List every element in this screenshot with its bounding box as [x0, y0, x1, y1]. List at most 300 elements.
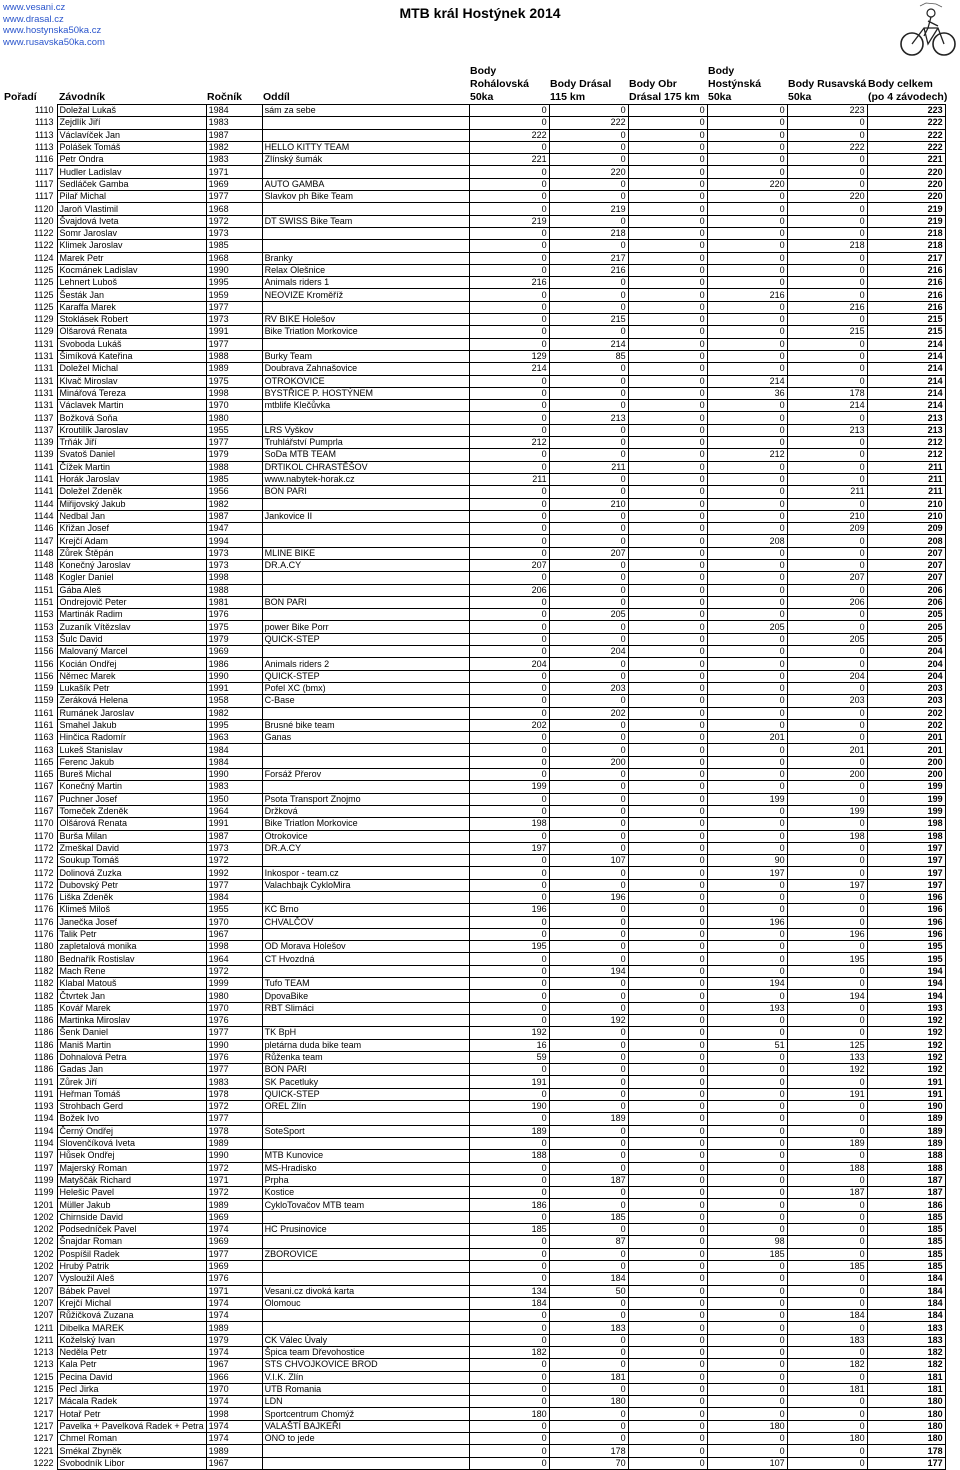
cell-year: 1990: [206, 1150, 262, 1162]
link-drasal[interactable]: www.drasal.cz: [3, 13, 64, 25]
table-row: [0, 621, 945, 633]
cell-body-rusavska: 0: [787, 1346, 867, 1358]
cell-year: 1984: [206, 105, 262, 117]
cell-name: Zeráková Helena: [57, 695, 206, 707]
cell-name: Matyščák Richard: [57, 1174, 206, 1186]
cell-year: 1973: [206, 842, 262, 854]
cell-club: Brusné bike team: [262, 719, 469, 731]
cell-year: 1989: [206, 363, 262, 375]
cell-rank: 1113: [34, 142, 54, 153]
cell-body-rohalovska: 0: [469, 1359, 549, 1371]
cell-rank: 1207: [33, 1273, 54, 1284]
cell-body-rohalovska: 16: [469, 1039, 549, 1051]
table-row: [0, 1371, 945, 1383]
cell-body-celkem: 199: [867, 793, 945, 805]
cell-body-rohalovska: 0: [469, 178, 549, 190]
cell-body-hostynska: 0: [707, 301, 787, 313]
cell-body-rohalovska: 180: [469, 1408, 549, 1420]
cell-body-obr-drasal: 0: [628, 461, 707, 473]
cell-body-obr-drasal: 0: [628, 559, 707, 571]
cell-body-hostynska: 0: [707, 1014, 787, 1026]
cell-club: [262, 117, 469, 129]
cell-body-rohalovska: 0: [469, 252, 549, 264]
cell-rank: 1186: [34, 1064, 54, 1075]
cell-body-obr-drasal: 0: [628, 264, 707, 276]
cell-club: LRS Vyškov: [262, 424, 469, 436]
cell-body-obr-drasal: 0: [628, 424, 707, 436]
cell-year: 1969: [206, 1211, 262, 1223]
cell-body-rusavska: 187: [787, 1187, 867, 1199]
cell-club: OD Morava Holešov: [262, 941, 469, 953]
cell-body-drasal: 0: [549, 129, 628, 141]
header-body-hostynska: Body Hostýnská 50ka: [708, 65, 762, 103]
cell-year: 1976: [206, 1051, 262, 1063]
cell-name: Kogler Daniel: [57, 572, 206, 584]
cell-body-celkem: 202: [867, 707, 945, 719]
cell-body-rusavska: 195: [787, 953, 867, 965]
cell-body-celkem: 181: [867, 1371, 945, 1383]
cell-year: 1990: [206, 769, 262, 781]
cell-body-rusavska: 200: [787, 769, 867, 781]
cell-body-obr-drasal: 0: [628, 646, 707, 658]
cell-club: [262, 892, 469, 904]
cell-rank: 1131: [34, 338, 54, 349]
cell-body-obr-drasal: 0: [628, 658, 707, 670]
cell-body-rohalovska: 0: [469, 105, 549, 117]
cell-body-drasal: 189: [549, 1113, 628, 1125]
table-row: [0, 1150, 945, 1162]
link-vesani[interactable]: www.vesani.cz: [3, 2, 66, 13]
cell-body-rohalovska: 0: [469, 166, 549, 178]
cell-body-rohalovska: 0: [469, 633, 549, 645]
cell-club: Olomouc: [262, 1297, 469, 1309]
cell-name: Majerský Roman: [57, 1162, 206, 1174]
table-row: [0, 314, 945, 326]
cell-club: Forsáž Přerov: [262, 769, 469, 781]
cell-club: OREL Zlín: [262, 1101, 469, 1113]
cell-body-drasal: 0: [549, 141, 628, 153]
cell-year: 1973: [206, 314, 262, 326]
cell-body-rohalovska: 197: [469, 842, 549, 854]
cell-body-obr-drasal: 0: [628, 1014, 707, 1026]
cell-body-rusavska: 0: [787, 461, 867, 473]
cell-body-drasal: 0: [549, 670, 628, 682]
cell-body-rusavska: 0: [787, 547, 867, 559]
cell-body-rohalovska: 0: [469, 412, 549, 424]
cell-year: 1964: [206, 805, 262, 817]
table-row: [0, 879, 945, 891]
table-row: [0, 166, 945, 178]
cell-year: 1989: [206, 1137, 262, 1149]
cell-body-rohalovska: 0: [469, 240, 549, 252]
cell-body-hostynska: 0: [707, 461, 787, 473]
cell-body-obr-drasal: 0: [628, 818, 707, 830]
cell-name: Ferenc Jakub: [57, 756, 206, 768]
cell-body-rusavska: 0: [787, 1211, 867, 1223]
cell-body-obr-drasal: 0: [628, 105, 707, 117]
cell-body-rusavska: 0: [787, 1027, 867, 1039]
table-row: [0, 412, 945, 424]
cell-rank: 1180: [34, 953, 54, 964]
cell-name: Janečka Josef: [57, 916, 206, 928]
cell-body-hostynska: 0: [707, 1150, 787, 1162]
cell-body-rusavska: 203: [787, 695, 867, 707]
cell-body-drasal: 180: [549, 1396, 628, 1408]
cell-body-rusavska: 210: [787, 510, 867, 522]
cell-body-celkem: 184: [867, 1285, 945, 1297]
link-rusavska[interactable]: www.rusavska50ka.com: [3, 36, 105, 48]
cell-name: Olšárová Renata: [57, 818, 206, 830]
cell-club: NEOVIZE Kroměříž: [262, 289, 469, 301]
cell-year: 1977: [206, 437, 262, 449]
cell-body-celkem: 177: [867, 1457, 945, 1469]
cell-body-celkem: 194: [867, 978, 945, 990]
table-row: [0, 215, 945, 227]
cell-body-hostynska: 0: [707, 1101, 787, 1113]
cell-body-rusavska: 180: [787, 1433, 867, 1445]
table-row: [0, 842, 945, 854]
cell-year: 1972: [206, 965, 262, 977]
table-row: [0, 141, 945, 153]
cell-body-rohalovska: 0: [469, 1088, 549, 1100]
cell-rank: 1141: [34, 486, 54, 497]
cell-body-rohalovska: 0: [469, 732, 549, 744]
table-row: [0, 1273, 945, 1285]
cell-body-rusavska: 0: [787, 314, 867, 326]
cell-year: 1971: [206, 1174, 262, 1186]
cell-body-rusavska: 214: [787, 400, 867, 412]
table-row: [0, 387, 945, 399]
cell-body-hostynska: 0: [707, 1137, 787, 1149]
table-row: [0, 1457, 945, 1469]
cell-body-rohalovska: 219: [469, 215, 549, 227]
table-row: [0, 781, 945, 793]
cell-club: [262, 646, 469, 658]
cell-body-rohalovska: 0: [469, 191, 549, 203]
cell-body-rohalovska: 196: [469, 904, 549, 916]
cell-body-hostynska: 0: [707, 523, 787, 535]
table-row: [0, 670, 945, 682]
cell-body-rusavska: 207: [787, 572, 867, 584]
cell-body-hostynska: 0: [707, 879, 787, 891]
cell-body-rusavska: 0: [787, 978, 867, 990]
cell-body-obr-drasal: 0: [628, 682, 707, 694]
cell-body-drasal: 0: [549, 928, 628, 940]
cell-name: Puchner Josef: [57, 793, 206, 805]
cell-name: Klimek Jaroslav: [57, 240, 206, 252]
cell-club: CykloTovačov MTB team: [262, 1199, 469, 1211]
cell-club: Sportcentrum Chomýž: [262, 1408, 469, 1420]
cell-rank: 1191: [34, 1076, 54, 1087]
cell-rank: 1167: [34, 781, 54, 792]
cell-body-obr-drasal: 0: [628, 904, 707, 916]
cell-rank: 1170: [34, 818, 54, 829]
cell-rank: 1116: [34, 154, 54, 165]
cell-name: Tomeček Zdeněk: [57, 805, 206, 817]
cell-name: Burša Milan: [57, 830, 206, 842]
cell-body-obr-drasal: 0: [628, 1076, 707, 1088]
cell-name: Pavelka + Pavelková Radek + Petra: [57, 1420, 206, 1432]
cell-body-drasal: 0: [549, 978, 628, 990]
cell-name: Hrubý Patrik: [57, 1260, 206, 1272]
cell-body-drasal: 0: [549, 1002, 628, 1014]
cell-year: 1989: [206, 1199, 262, 1211]
cell-body-hostynska: 0: [707, 1174, 787, 1186]
cell-year: 1975: [206, 621, 262, 633]
table-row: [0, 892, 945, 904]
cell-body-rusavska: 0: [787, 1125, 867, 1137]
cell-body-rohalovska: 0: [469, 1002, 549, 1014]
cell-club: VALAŠTÍ BAJKEŘI: [262, 1420, 469, 1432]
cell-rank: 1222: [33, 1457, 54, 1468]
cell-name: Gába Aleš: [57, 584, 206, 596]
cell-name: Karaffa Marek: [57, 301, 206, 313]
cell-body-rohalovska: 221: [469, 154, 549, 166]
cell-name: Švajdová Iveta: [57, 215, 206, 227]
cell-body-obr-drasal: 0: [628, 203, 707, 215]
cell-body-obr-drasal: 0: [628, 867, 707, 879]
table-row: [0, 1174, 945, 1186]
cell-body-drasal: 0: [549, 1064, 628, 1076]
cell-body-drasal: 185: [549, 1211, 628, 1223]
cell-body-rohalovska: 0: [469, 682, 549, 694]
cell-body-rusavska: 181: [787, 1383, 867, 1395]
cell-body-obr-drasal: 0: [628, 744, 707, 756]
cell-body-obr-drasal: 0: [628, 191, 707, 203]
cell-body-celkem: 218: [867, 227, 945, 239]
cell-rank: 1199: [34, 1187, 54, 1198]
table-row: [0, 953, 945, 965]
cell-name: Božková Soňa: [57, 412, 206, 424]
cell-body-rusavska: 0: [787, 584, 867, 596]
header-body-obr-drasal: Body Obr Drásal 175 km: [629, 78, 700, 103]
cell-club: QUICK-STEP: [262, 1088, 469, 1100]
cell-body-hostynska: 0: [707, 498, 787, 510]
cell-club: Držková: [262, 805, 469, 817]
cell-name: Martinka Miroslav: [57, 1014, 206, 1026]
cell-body-obr-drasal: 0: [628, 227, 707, 239]
cell-body-hostynska: 0: [707, 191, 787, 203]
cell-body-celkem: 180: [867, 1420, 945, 1432]
cell-body-obr-drasal: 0: [628, 805, 707, 817]
cell-rank: 1139: [34, 449, 54, 460]
cell-year: 1969: [206, 1260, 262, 1272]
cell-body-celkem: 198: [867, 830, 945, 842]
cell-club: UTB Romania: [262, 1383, 469, 1395]
cell-year: 1972: [206, 215, 262, 227]
table-row: [0, 1187, 945, 1199]
cell-body-drasal: 0: [549, 830, 628, 842]
cell-body-drasal: 0: [549, 387, 628, 399]
cell-body-drasal: 183: [549, 1322, 628, 1334]
cell-body-drasal: 0: [549, 400, 628, 412]
cell-body-drasal: 50: [549, 1285, 628, 1297]
cell-body-rusavska: 0: [787, 646, 867, 658]
cell-body-drasal: 70: [549, 1457, 628, 1469]
cell-rank: 1131: [34, 375, 54, 386]
cell-name: Doležal Lukaš: [57, 105, 206, 117]
table-header: [0, 67, 960, 104]
cell-body-celkem: 214: [867, 350, 945, 362]
cell-body-celkem: 214: [867, 400, 945, 412]
cell-body-hostynska: 214: [707, 375, 787, 387]
cell-body-celkem: 184: [867, 1297, 945, 1309]
cell-year: 1971: [206, 1285, 262, 1297]
table-row: [0, 965, 945, 977]
cell-body-celkem: 187: [867, 1187, 945, 1199]
cell-body-rusavska: 0: [787, 1236, 867, 1248]
cell-club: BON PARI: [262, 486, 469, 498]
cell-body-drasal: 0: [549, 695, 628, 707]
cell-year: 1966: [206, 1371, 262, 1383]
cell-body-obr-drasal: 0: [628, 633, 707, 645]
cell-body-rohalovska: 0: [469, 227, 549, 239]
cell-body-rusavska: 0: [787, 1408, 867, 1420]
cell-body-obr-drasal: 0: [628, 1359, 707, 1371]
cell-body-celkem: 203: [867, 682, 945, 694]
cell-rank: 1215: [33, 1371, 54, 1382]
cell-club: sám za sebe: [262, 105, 469, 117]
cell-body-drasal: 0: [549, 1051, 628, 1063]
cell-body-drasal: 215: [549, 314, 628, 326]
cell-year: 1977: [206, 1027, 262, 1039]
cell-body-rusavska: 0: [787, 535, 867, 547]
cell-body-celkem: 212: [867, 449, 945, 461]
cell-body-celkem: 217: [867, 252, 945, 264]
cell-body-rusavska: 0: [787, 473, 867, 485]
cell-body-drasal: 0: [549, 363, 628, 375]
cell-body-drasal: 0: [549, 510, 628, 522]
cell-body-rusavska: 0: [787, 1457, 867, 1469]
cell-body-rusavska: 0: [787, 1002, 867, 1014]
table-row: [0, 1199, 945, 1211]
cell-body-celkem: 180: [867, 1396, 945, 1408]
cell-body-obr-drasal: 0: [628, 1433, 707, 1445]
cell-body-drasal: 0: [549, 621, 628, 633]
cell-rank: 1182: [34, 978, 54, 989]
cell-club: RV BIKE Holešov: [262, 314, 469, 326]
cell-year: 1999: [206, 978, 262, 990]
cell-body-drasal: 196: [549, 892, 628, 904]
cell-body-rohalovska: 0: [469, 1236, 549, 1248]
cell-club: CHVALČOV: [262, 916, 469, 928]
cell-body-drasal: 85: [549, 350, 628, 362]
cell-body-rohalovska: 190: [469, 1101, 549, 1113]
cell-body-celkem: 188: [867, 1150, 945, 1162]
cell-club: DpovaBike: [262, 990, 469, 1002]
cell-club: DR.A.CY: [262, 559, 469, 571]
cell-body-celkem: 216: [867, 289, 945, 301]
cell-body-drasal: 0: [549, 1039, 628, 1051]
cell-body-hostynska: 0: [707, 227, 787, 239]
cell-club: [262, 227, 469, 239]
cell-year: 1976: [206, 1014, 262, 1026]
cell-body-drasal: 184: [549, 1273, 628, 1285]
header-poradi: Pořadí: [4, 91, 37, 103]
cell-body-hostynska: 180: [707, 1420, 787, 1432]
cell-body-hostynska: 0: [707, 437, 787, 449]
cell-body-rohalovska: 0: [469, 744, 549, 756]
cell-name: Rumánek Jaroslav: [57, 707, 206, 719]
cell-body-hostynska: 0: [707, 117, 787, 129]
cell-body-celkem: 213: [867, 424, 945, 436]
cell-body-obr-drasal: 0: [628, 1285, 707, 1297]
cell-rank: 1202: [33, 1248, 54, 1259]
cell-body-rohalovska: 0: [469, 978, 549, 990]
cell-body-hostynska: 197: [707, 867, 787, 879]
cell-body-hostynska: 0: [707, 1088, 787, 1100]
cell-club: Psota Transport Znojmo: [262, 793, 469, 805]
cell-body-hostynska: 0: [707, 781, 787, 793]
cell-club: [262, 1211, 469, 1223]
cell-body-celkem: 185: [867, 1260, 945, 1272]
cell-name: Kovář Marek: [57, 1002, 206, 1014]
cell-body-drasal: 0: [549, 1334, 628, 1346]
link-hostynska[interactable]: www.hostynska50ka.cz: [3, 25, 102, 36]
table-row: [0, 1101, 945, 1113]
cell-body-hostynska: 205: [707, 621, 787, 633]
cell-body-obr-drasal: 0: [628, 1187, 707, 1199]
cell-body-rusavska: 0: [787, 1322, 867, 1334]
table-row: [0, 1137, 945, 1149]
cell-body-rusavska: 178: [787, 387, 867, 399]
cell-body-drasal: 0: [549, 941, 628, 953]
cell-year: 1995: [206, 277, 262, 289]
cell-body-celkem: 204: [867, 670, 945, 682]
table-row: [0, 990, 945, 1002]
cell-body-celkem: 183: [867, 1322, 945, 1334]
cell-body-hostynska: 0: [707, 154, 787, 166]
cell-year: 1998: [206, 1408, 262, 1420]
cell-body-hostynska: 0: [707, 1445, 787, 1457]
cell-name: Pospíšil Radek: [57, 1248, 206, 1260]
table-row: [0, 498, 945, 510]
cell-body-rohalovska: 0: [469, 1322, 549, 1334]
cell-year: 1969: [206, 1236, 262, 1248]
cell-body-rohalovska: 0: [469, 1260, 549, 1272]
cell-body-drasal: 0: [549, 879, 628, 891]
cell-body-hostynska: 0: [707, 953, 787, 965]
cell-body-celkem: 205: [867, 609, 945, 621]
cell-body-celkem: 184: [867, 1273, 945, 1285]
cell-body-drasal: 0: [549, 916, 628, 928]
cell-body-drasal: 205: [549, 609, 628, 621]
cell-body-hostynska: 0: [707, 547, 787, 559]
cell-name: Müller Jakub: [57, 1199, 206, 1211]
cell-name: Mácala Radek: [57, 1396, 206, 1408]
table-row: [0, 1076, 945, 1088]
cell-year: 1982: [206, 707, 262, 719]
cell-body-rohalovska: 0: [469, 670, 549, 682]
cell-body-rohalovska: 0: [469, 523, 549, 535]
cell-name: Jaroň Vlastimil: [57, 203, 206, 215]
cell-name: Bureš Michal: [57, 769, 206, 781]
cell-body-obr-drasal: 0: [628, 400, 707, 412]
cell-body-celkem: 193: [867, 1002, 945, 1014]
cell-body-rohalovska: 0: [469, 301, 549, 313]
cell-body-drasal: 0: [549, 867, 628, 879]
cell-body-rohalovska: 0: [469, 965, 549, 977]
cell-body-obr-drasal: 0: [628, 1027, 707, 1039]
cell-body-rusavska: 0: [787, 215, 867, 227]
cell-body-rusavska: 201: [787, 744, 867, 756]
cell-year: 1990: [206, 1039, 262, 1051]
cell-body-drasal: 0: [549, 1162, 628, 1174]
table-row: [0, 437, 945, 449]
cell-body-celkem: 207: [867, 572, 945, 584]
table-row: [0, 252, 945, 264]
table-row: [0, 572, 945, 584]
